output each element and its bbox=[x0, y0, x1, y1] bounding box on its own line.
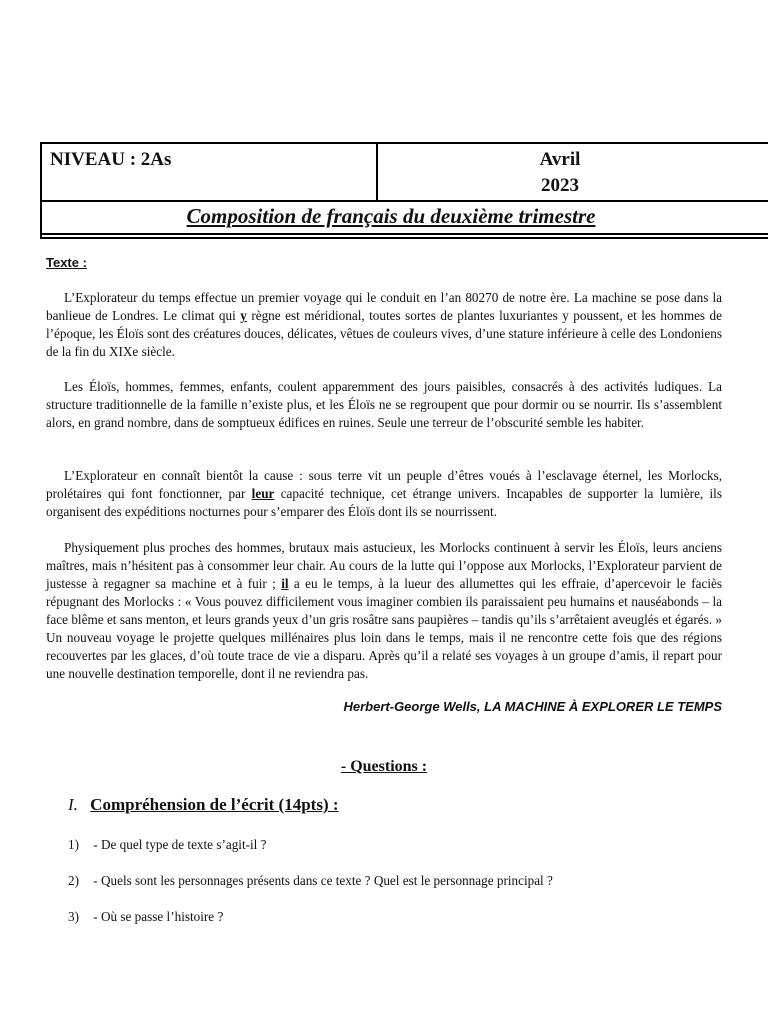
author-citation: Herbert-George Wells, LA MACHINE À EXPLORER LE TEMPS bbox=[343, 699, 722, 714]
text-section-label: Texte : bbox=[46, 255, 87, 270]
document-title: Composition de français du deuxième trimestre bbox=[186, 204, 596, 228]
paragraph-2 bbox=[46, 378, 722, 432]
header-table bbox=[40, 142, 768, 239]
paragraph-1-part-a: L’Explorateur du temps effectue un premier voyage qui le conduit en l’an 80270 de notre ère. La machine se pose dans la banlieue de Londres. Le climat qui bbox=[46, 290, 722, 323]
highlighted-word-il: il bbox=[281, 576, 289, 591]
questions-title: - Questions : bbox=[340, 758, 428, 775]
question-text: - Quels sont les personnages présents dans ce texte ? Quel est le personnage principal ? bbox=[93, 873, 553, 888]
question-item bbox=[68, 909, 223, 925]
header-row-title bbox=[42, 202, 768, 235]
question-item bbox=[68, 873, 553, 889]
header-row-top bbox=[42, 144, 768, 202]
date-cell bbox=[380, 144, 740, 200]
paragraph-3 bbox=[46, 467, 722, 521]
date-year: 2023 bbox=[541, 175, 579, 196]
highlighted-word-y: y bbox=[240, 308, 247, 323]
section-number: I. bbox=[68, 795, 78, 814]
question-number: 2) bbox=[68, 873, 79, 888]
question-text: - Où se passe l’histoire ? bbox=[93, 909, 224, 924]
question-number: 3) bbox=[68, 909, 79, 924]
paragraph-2-text: Les Éloïs, hommes, femmes, enfants, coulent apparemment des jours paisibles, consacrés à des activités ludiques. La structure traditionnelle de la famille n’existe plus, et les Éloïs ne se regroupent que pour dormir ou se nourrir. Ils s’assemblent alors, en grand nombre, dans de somptueux édifices en ruines. Seule une terreur de l’obscurité semble les habiter. bbox=[46, 379, 722, 430]
paragraph-1 bbox=[46, 289, 722, 361]
question-text: - De quel type de texte s’agit-il ? bbox=[93, 837, 267, 852]
paragraph-3-part-b: capacité technique, cet étrange univers. Incapables de supporter la lumière, ils organisent des expéditions nocturnes pour s’emparer des Éloïs dont ils se nourrissent. bbox=[46, 486, 722, 519]
paragraph-1-part-b: règne est méridional, toutes sortes de plantes luxuriantes y poussent, et les hommes de l’époque, les Éloïs sont des créatures douces, délicates, vêtues de couleurs vives, d’une stature inférieure à celle des Londoniens de la fin du XIXe siècle. bbox=[46, 308, 722, 359]
section-label: Compréhension de l’écrit (14pts) : bbox=[90, 795, 339, 814]
paragraph-4-part-b: a eu le temps, à la lueur des allumettes qui les effraie, d’apercevoir le faciès répugnant des Morlocks : « Vous pouvez difficilement vous imaginer combien ils paraissaient peu humains et nauséabonds – la face blême et sans menton, et leurs grands yeux d’un gris rosâtre sans paupières – tandis qu’ils s’arrêtaient aveuglés et égarés. » Un nouveau voyage le projette quelques millénaires plus loin dans le temps, mais il ne rencontre cette fois que des régions recouvertes par les glaces, d’où toute trace de vie a disparu. Après qu’il a relaté ses voyages à un groupe d’amis, il repart pour une nouvelle destination temporelle, dont il ne reviendra pas. bbox=[46, 576, 723, 681]
section-heading bbox=[68, 795, 339, 815]
paragraph-3-part-a: L’Explorateur en connaît bientôt la cause : sous terre vit un peuple d’êtres voués à l’esclavage éternel, les Morlocks, prolétaires qui font fonctionner, par bbox=[46, 468, 722, 501]
paragraph-4 bbox=[46, 539, 722, 683]
question-item bbox=[68, 837, 267, 853]
paragraph-4-part-a: Physiquement plus proches des hommes, brutaux mais astucieux, les Morlocks continuent à servir les Éloïs, leurs anciens maîtres, mais n’hésitent pas à consommer leur chair. Au cours de la lutte qui l’oppose aux Morlocks, l’Explorateur parvient de justesse à regagner sa machine et à fuir ; bbox=[46, 540, 722, 591]
highlighted-word-leur: leur bbox=[251, 486, 275, 501]
date-month: Avril bbox=[539, 149, 581, 170]
question-number: 1) bbox=[68, 837, 79, 852]
level-cell: NIVEAU : 2As bbox=[42, 144, 378, 200]
